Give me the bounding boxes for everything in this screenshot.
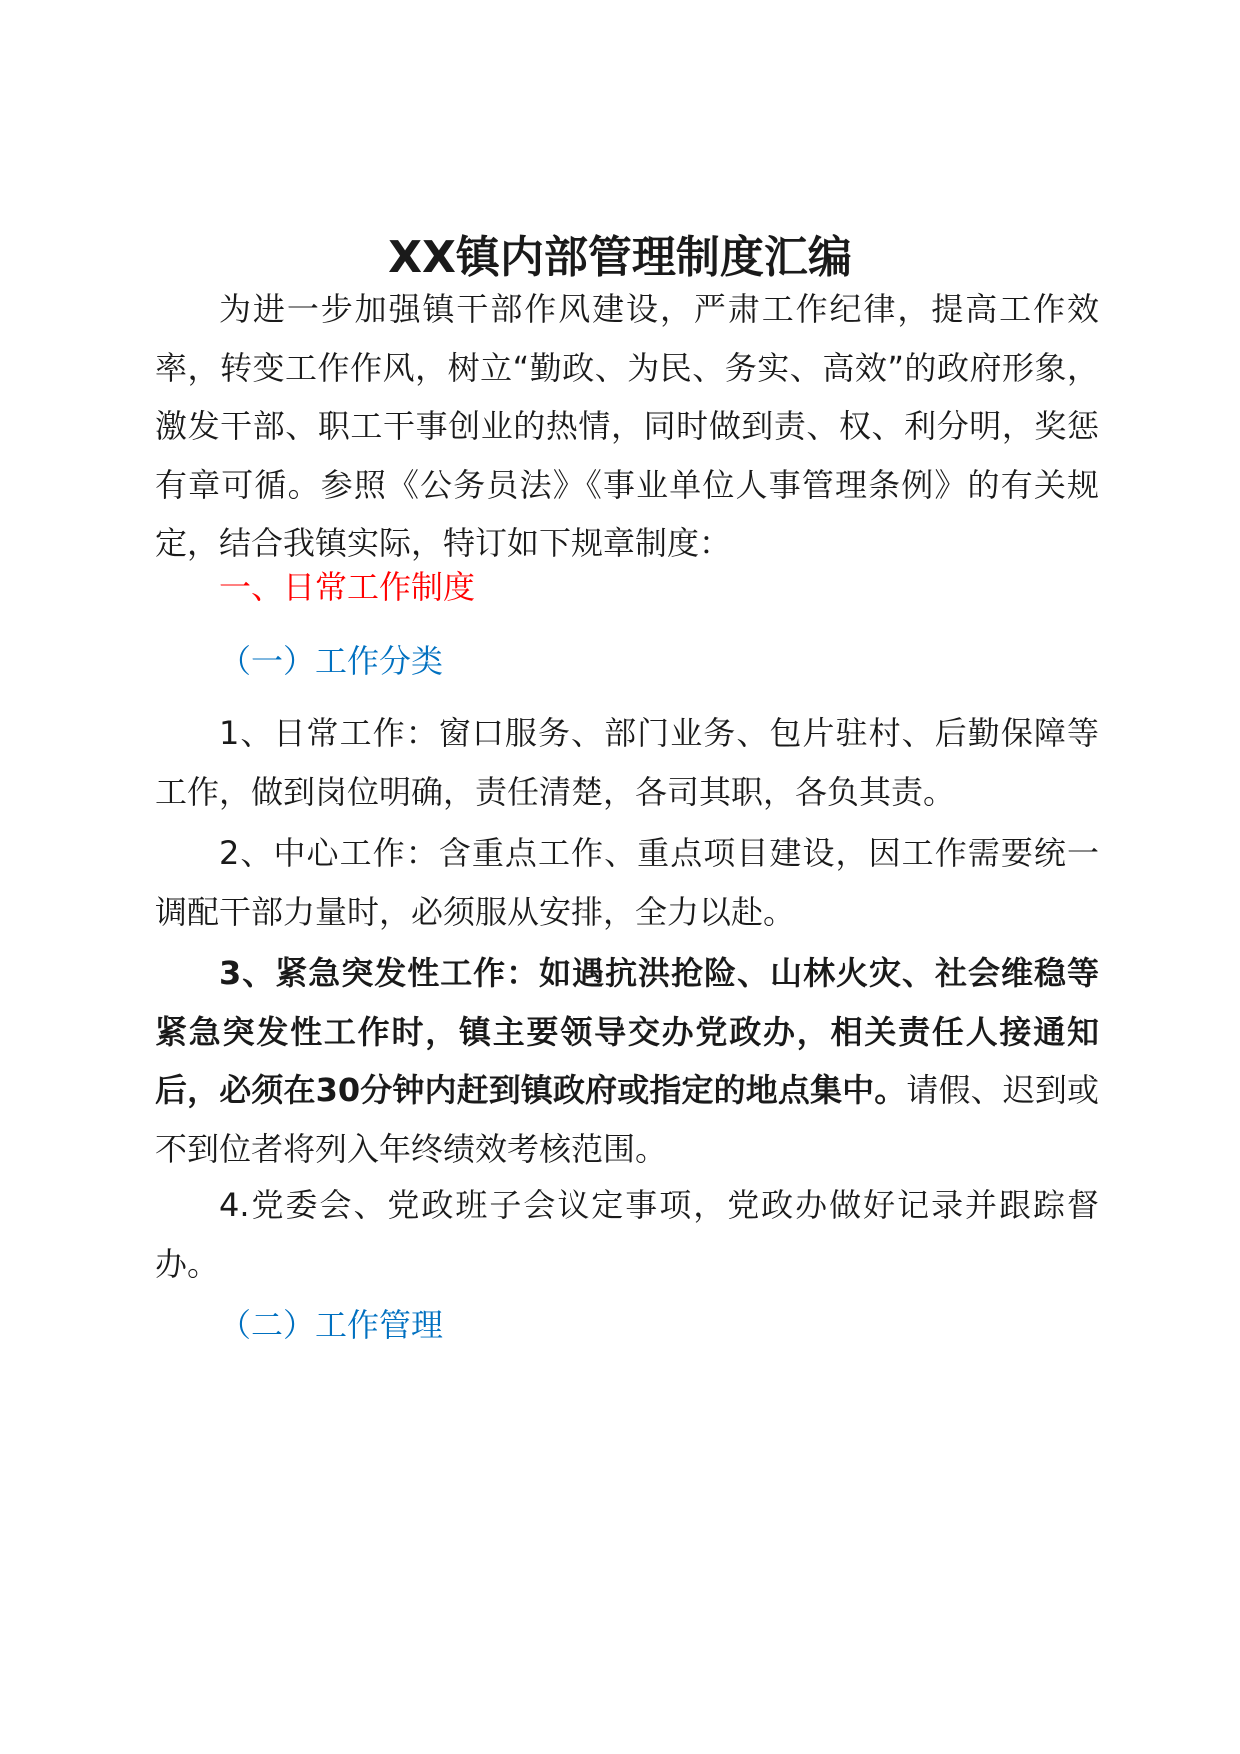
item-daily-work: 1、日常工作：窗口服务、部门业务、包片驻村、后勤保障等工作，做到岗位明确，责任清楚，各司其职，各负其责。 [155, 714, 1099, 811]
subsection-heading-work-types: （一）工作分类 [219, 642, 444, 680]
document-title: XX镇内部管理制度汇编 [388, 232, 852, 283]
section-heading-daily-work: 一、日常工作制度 [219, 568, 476, 606]
item-emergency-work-bold: 3、紧急突发性工作：如遇抗洪抢险、山林火灾、社会维稳等紧急突发性工作时，镇主要领导交办党政办，相关责任人接通知后，必须在30分钟内赶到镇政府或指定的地点集中。 [155, 954, 1099, 1109]
item-emergency-work-rest: 请假、迟到或不到位者将列入年终绩效考核范围。 [155, 1071, 1099, 1168]
item-emergency-work [155, 944, 1099, 1178]
subsection-heading-work-management: （二）工作管理 [219, 1306, 444, 1344]
item-meeting-matters: 4.党委会、党政班子会议定事项，党政办做好记录并跟踪督办。 [155, 1186, 1099, 1283]
intro-paragraph: 为进一步加强镇干部作风建设，严肃工作纪律，提高工作效率，转变工作作风，树立“勤政、为民、务实、高效”的政府形象，激发干部、职工干事创业的热情，同时做到责、权、利分明，奖惩有章可循。参照《公务员法》《事业单位人事管理条例》的有关规定，结合我镇实际，特订如下规章制度： [155, 290, 1099, 562]
item-central-work: 2、中心工作：含重点工作、重点项目建设，因工作需要统一调配干部力量时，必须服从安排，全力以赴。 [155, 834, 1099, 931]
